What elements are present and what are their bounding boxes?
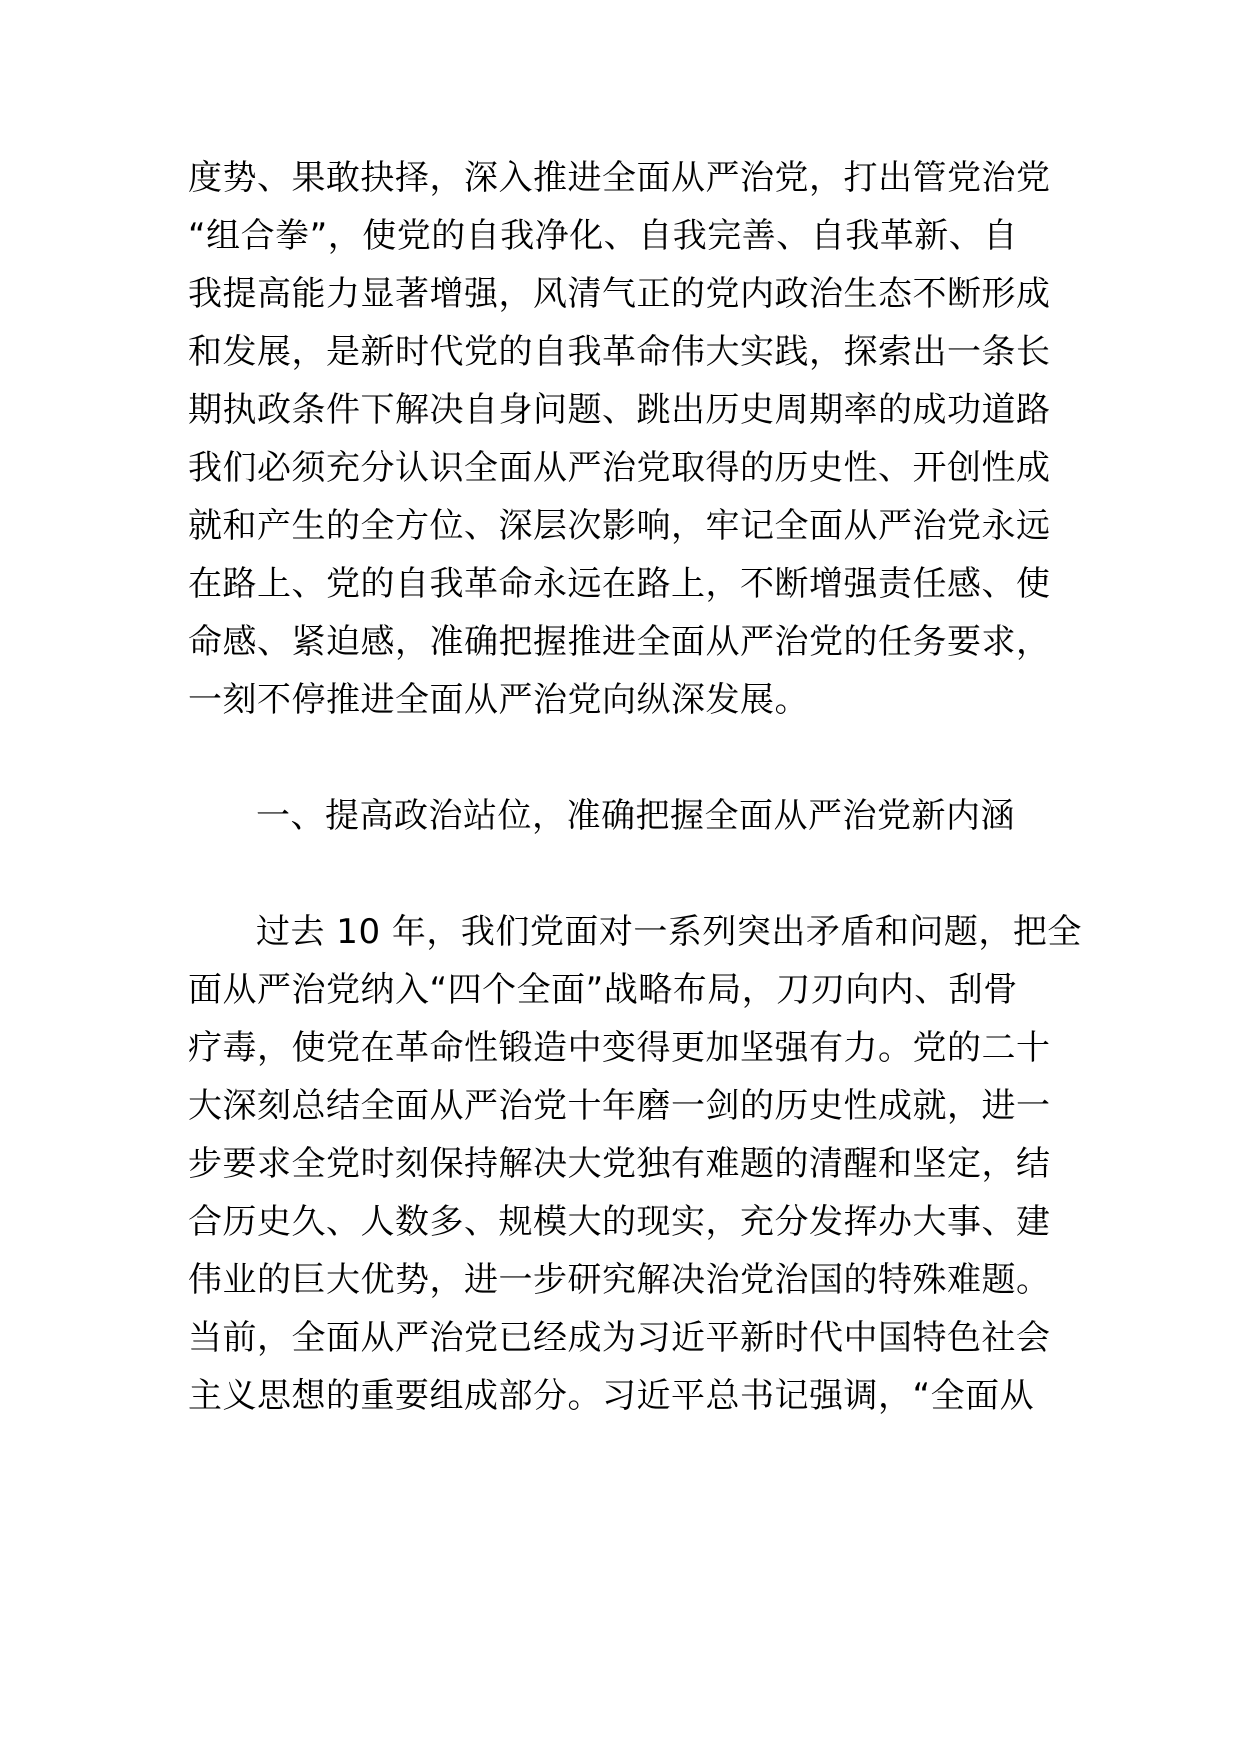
paragraph-1-line: 命感、紧迫感，准确把握推进全面从严治党的任务要求， (188, 622, 1051, 662)
paragraph-1-line: 和发展，是新时代党的自我革命伟大实践，探索出一条长 (188, 332, 1051, 372)
paragraph-2-line: 大深刻总结全面从严治党十年磨一剑的历史性成就，进一 (188, 1086, 1051, 1126)
paragraph-2-line: 合历史久、人数多、规模大的现实，充分发挥办大事、建 (188, 1202, 1051, 1242)
paragraph-1-line: 就和产生的全方位、深层次影响，牢记全面从严治党永远 (188, 506, 1051, 546)
paragraph-1-line: 度势、果敢抉择，深入推进全面从严治党，打出管党治党 (188, 158, 1051, 198)
paragraph-1-line: “组合拳”，使党的自我净化、自我完善、自我革新、自 (188, 216, 1018, 256)
paragraph-1-line: 我提高能力显著增强，风清气正的党内政治生态不断形成 (188, 274, 1051, 314)
paragraph-2-line: 伟业的巨大优势，进一步研究解决治党治国的特殊难题。 (188, 1260, 1051, 1300)
section-heading: 一、提高政治站位，准确把握全面从严治党新内涵 (256, 796, 1015, 836)
paragraph-2-line: 当前，全面从严治党已经成为习近平新时代中国特色社会 (188, 1318, 1051, 1358)
paragraph-2-line: 面从严治党纳入“四个全面”战略布局，刀刃向内、刮骨 (188, 970, 1018, 1010)
paragraph-2-line: 主义思想的重要组成部分。习近平总书记强调，“全面从 (188, 1376, 1035, 1416)
paragraph-2-line: 疗毒，使党在革命性锻造中变得更加坚强有力。党的二十 (188, 1028, 1051, 1068)
paragraph-1-line: 我们必须充分认识全面从严治党取得的历史性、开创性成 (188, 448, 1051, 488)
paragraph-1-line: 一刻不停推进全面从严治党向纵深发展。 (188, 680, 809, 720)
paragraph-1-line: 在路上、党的自我革命永远在路上，不断增强责任感、使 (188, 564, 1051, 604)
paragraph-1-line: 期执政条件下解决自身问题、跳出历史周期率的成功道路 (188, 390, 1051, 430)
paragraph-2-line: 过去 10 年，我们党面对一系列突出矛盾和问题，把全 (256, 912, 1082, 952)
paragraph-2-line: 步要求全党时刻保持解决大党独有难题的清醒和坚定，结 (188, 1144, 1051, 1184)
